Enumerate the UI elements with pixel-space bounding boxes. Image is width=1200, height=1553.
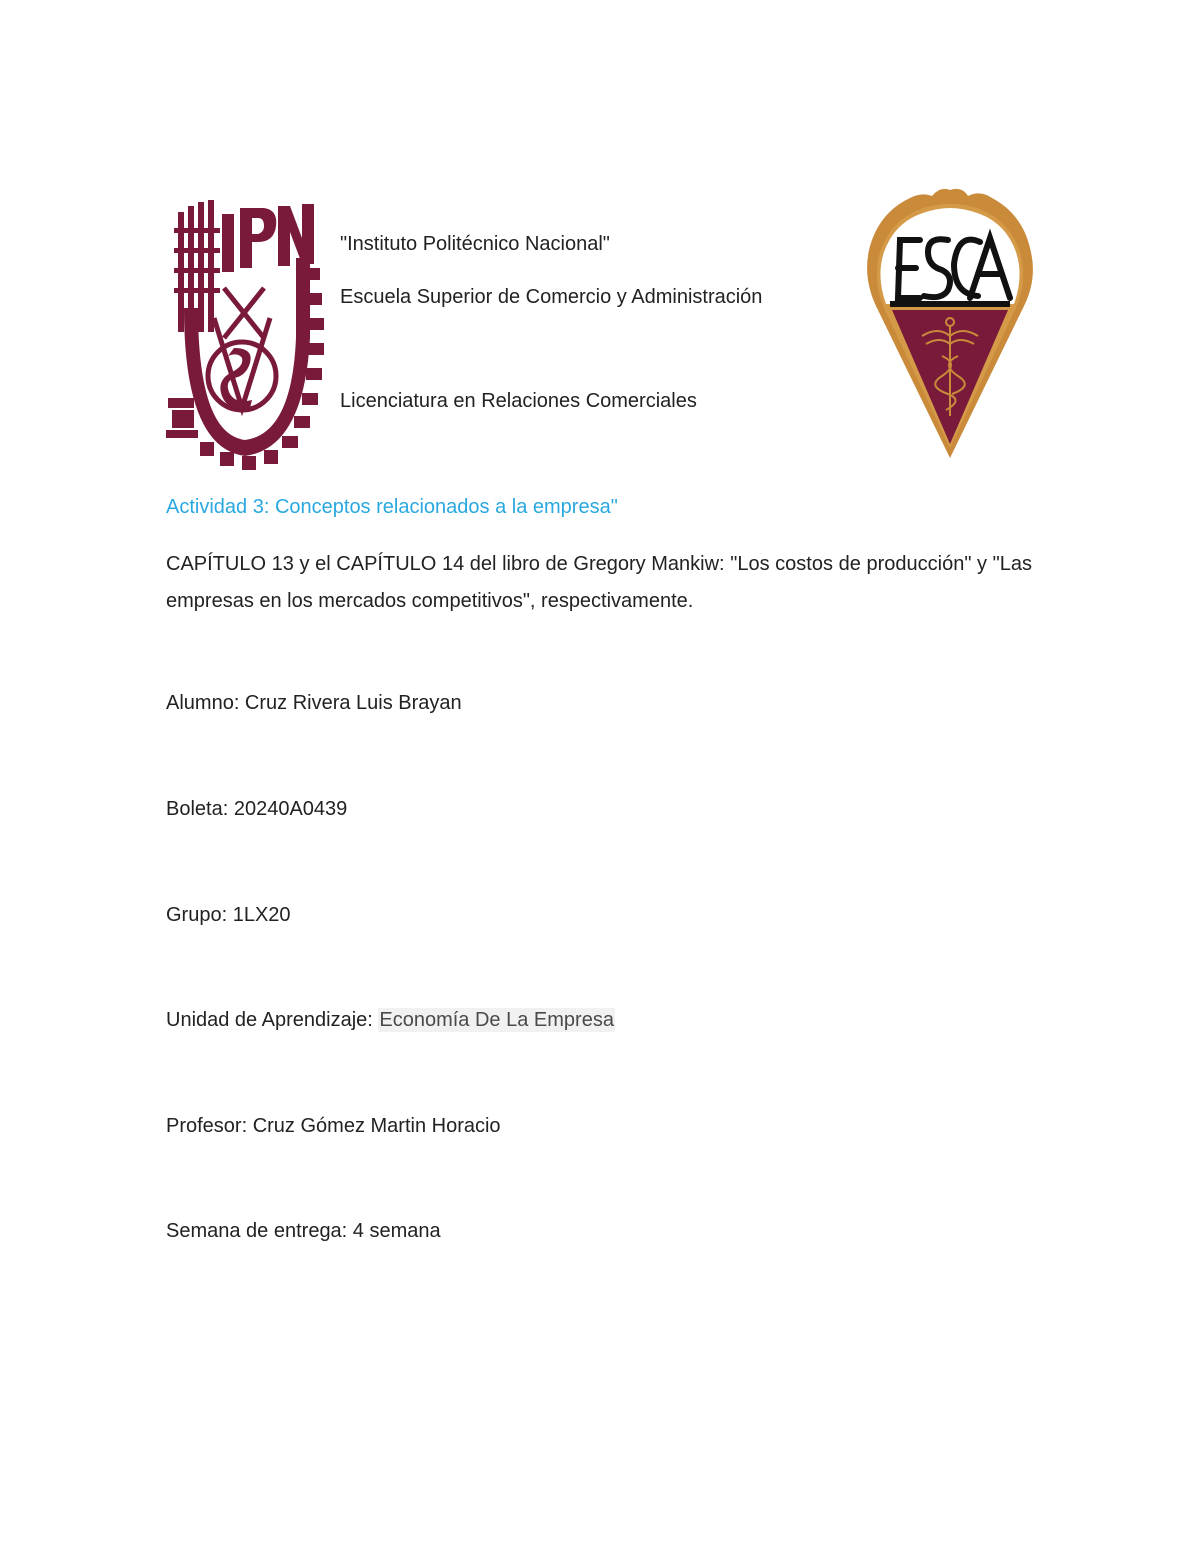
unit-line [166, 1009, 615, 1032]
group-line: Grupo: 1LX20 [166, 904, 291, 926]
activity-title: Actividad 3: Conceptos relacionados a la empresa" [166, 496, 618, 518]
student-line: Alumno: Cruz Rivera Luis Brayan [166, 692, 462, 714]
unit-value: Economía De La Empresa [379, 1009, 614, 1031]
boleta-line: Boleta: 20240A0439 [166, 798, 348, 820]
chapter-description: CAPÍTULO 13 y el CAPÍTULO 14 del libro de Gregory Mankiw: "Los costos de producción" y "Las empresas en los mercados competitivos", respectivamente. [166, 553, 1032, 612]
professor-line: Profesor: Cruz Gómez Martin Horacio [166, 1115, 501, 1137]
degree-name: Licenciatura en Relaciones Comerciales [340, 390, 697, 412]
institute-name: "Instituto Politécnico Nacional" [340, 233, 610, 255]
esca-logo [862, 186, 1038, 462]
delivery-week-line: Semana de entrega: 4 semana [166, 1220, 441, 1242]
unit-label: Unidad de Aprendizaje: [166, 1009, 379, 1031]
ipn-logo [164, 198, 326, 470]
school-name: Escuela Superior de Comercio y Administración [340, 286, 763, 308]
